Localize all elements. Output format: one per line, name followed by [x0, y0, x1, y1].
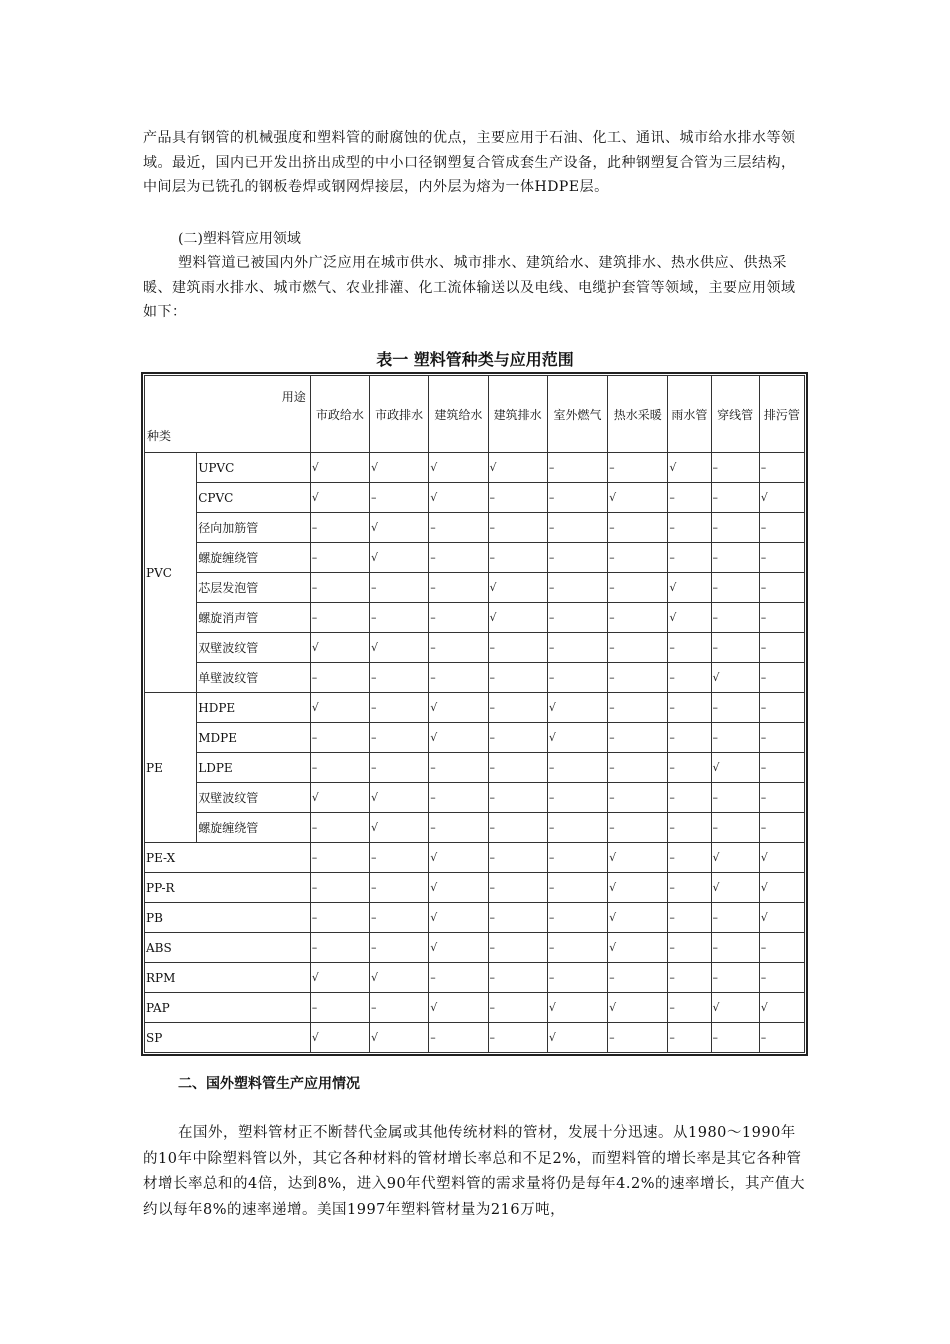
- pipe-type-cell: ABS: [145, 933, 311, 963]
- application-mark-cell: √: [711, 993, 759, 1023]
- application-mark-cell: –: [429, 633, 488, 663]
- application-mark-cell: √: [488, 603, 547, 633]
- pipe-type-cell: MDPE: [197, 723, 311, 753]
- pipe-type-cell: PB: [145, 903, 311, 933]
- application-mark-cell: √: [429, 903, 488, 933]
- application-mark-cell: –: [547, 543, 607, 573]
- application-mark-cell: –: [370, 573, 429, 603]
- application-mark-cell: √: [429, 933, 488, 963]
- application-mark-cell: –: [370, 933, 429, 963]
- paragraph-foreign: 在国外，塑料管材正不断替代金属或其他传统材料的管材，发展十分迅速。从1980～1990年的10年中除塑料管以外，其它各种材料的管材增长率总和不足2%，而塑料管的增长率是其它各种管材增长率总和的4倍，达到8%，进入90年代塑料管的需求量将仍是每年4.2%的速率增长，其产值大约以每年8%的速率递增。美国1997年塑料管材量为216万吨，: [143, 1125, 806, 1218]
- pipe-type-cell: 芯层发泡管: [197, 573, 311, 603]
- pipe-type-cell: 螺旋缠绕管: [197, 813, 311, 843]
- application-mark-cell: √: [608, 993, 668, 1023]
- application-mark-cell: –: [608, 693, 668, 723]
- application-mark-cell: –: [547, 903, 607, 933]
- application-mark-cell: –: [370, 993, 429, 1023]
- table-title: 表一 塑料管种类与应用范围: [376, 350, 574, 369]
- application-mark-cell: –: [310, 993, 369, 1023]
- pipe-type-cell: HDPE: [197, 693, 311, 723]
- section-heading-foreign: 二、国外塑料管生产应用情况: [178, 1076, 360, 1092]
- group-label-cell: PVC: [145, 453, 197, 693]
- pipe-type-cell: PAP: [145, 993, 311, 1023]
- application-mark-cell: –: [711, 723, 759, 753]
- application-mark-cell: –: [608, 573, 668, 603]
- table-row: [145, 633, 805, 663]
- application-mark-cell: –: [668, 903, 711, 933]
- table-row: [145, 753, 805, 783]
- application-mark-cell: √: [547, 693, 607, 723]
- pipe-type-cell: 单壁波纹管: [197, 663, 311, 693]
- application-mark-cell: √: [370, 783, 429, 813]
- application-mark-cell: –: [547, 933, 607, 963]
- application-mark-cell: –: [759, 453, 804, 483]
- application-mark-cell: –: [310, 723, 369, 753]
- application-mark-cell: –: [711, 933, 759, 963]
- application-mark-cell: –: [608, 543, 668, 573]
- table-row: [145, 993, 805, 1023]
- application-mark-cell: √: [711, 843, 759, 873]
- application-mark-cell: √: [547, 723, 607, 753]
- table-row: [145, 453, 805, 483]
- application-mark-cell: √: [608, 843, 668, 873]
- application-mark-cell: √: [370, 963, 429, 993]
- application-mark-cell: –: [488, 633, 547, 663]
- application-mark-cell: –: [310, 543, 369, 573]
- application-mark-cell: –: [711, 783, 759, 813]
- application-mark-cell: –: [668, 993, 711, 1023]
- application-mark-cell: –: [488, 693, 547, 723]
- application-mark-cell: √: [547, 993, 607, 1023]
- application-mark-cell: –: [759, 543, 804, 573]
- application-mark-cell: –: [488, 663, 547, 693]
- application-mark-cell: –: [547, 783, 607, 813]
- application-mark-cell: –: [488, 753, 547, 783]
- application-mark-cell: –: [759, 783, 804, 813]
- application-mark-cell: √: [310, 453, 369, 483]
- corner-use-label: 用途: [281, 390, 306, 404]
- application-mark-cell: √: [429, 693, 488, 723]
- application-mark-cell: –: [711, 453, 759, 483]
- paragraph-intro: 产品具有钢管的机械强度和塑料管的耐腐蚀的优点，主要应用于石油、化工、通讯、城市给水排水等领域。最近，国内已开发出挤出成型的中小口径钢塑复合管成套生产设备，此种钢塑复合管为三层结构，中间层为已铣孔的钢板卷焊或钢网焊接层，内外层为熔为一体HDPE层。: [143, 130, 796, 195]
- column-header: 雨水管: [668, 376, 711, 453]
- application-mark-cell: –: [608, 783, 668, 813]
- application-mark-cell: –: [429, 663, 488, 693]
- application-mark-cell: –: [370, 483, 429, 513]
- table-row: [145, 933, 805, 963]
- application-mark-cell: –: [488, 873, 547, 903]
- application-mark-cell: –: [370, 693, 429, 723]
- application-mark-cell: –: [759, 693, 804, 723]
- application-mark-cell: √: [429, 993, 488, 1023]
- application-mark-cell: √: [759, 903, 804, 933]
- application-mark-cell: –: [759, 633, 804, 663]
- application-mark-cell: √: [711, 663, 759, 693]
- application-mark-cell: –: [370, 753, 429, 783]
- application-mark-cell: –: [711, 963, 759, 993]
- application-mark-cell: –: [668, 783, 711, 813]
- group-label-cell: PE: [145, 693, 197, 843]
- application-mark-cell: –: [547, 573, 607, 603]
- application-mark-cell: –: [310, 873, 369, 903]
- application-mark-cell: –: [668, 843, 711, 873]
- pipe-type-cell: SP: [145, 1023, 311, 1053]
- pipe-type-cell: UPVC: [197, 453, 311, 483]
- application-mark-cell: –: [608, 663, 668, 693]
- application-mark-cell: –: [488, 513, 547, 543]
- application-mark-cell: –: [668, 723, 711, 753]
- application-mark-cell: √: [429, 873, 488, 903]
- application-mark-cell: √: [310, 693, 369, 723]
- application-mark-cell: √: [759, 483, 804, 513]
- application-mark-cell: –: [488, 933, 547, 963]
- application-mark-cell: –: [668, 813, 711, 843]
- application-mark-cell: –: [759, 573, 804, 603]
- table-row: [145, 873, 805, 903]
- column-header: 建筑给水: [429, 376, 488, 453]
- paragraph-application: 塑料管道已被国内外广泛应用在城市供水、城市排水、建筑给水、建筑排水、热水供应、供热采暖、建筑雨水排水、城市燃气、农业排灌、化工流体输送以及电线、电缆护套管等领域，主要应用领域如下：: [143, 255, 796, 320]
- application-mark-cell: –: [370, 843, 429, 873]
- application-mark-cell: –: [711, 543, 759, 573]
- application-mark-cell: √: [608, 933, 668, 963]
- application-mark-cell: –: [310, 903, 369, 933]
- application-mark-cell: –: [608, 633, 668, 663]
- application-mark-cell: √: [608, 483, 668, 513]
- application-mark-cell: –: [370, 663, 429, 693]
- table-row: [145, 783, 805, 813]
- application-mark-cell: –: [488, 963, 547, 993]
- application-mark-cell: –: [668, 633, 711, 663]
- subheading-application: (二)塑料管应用领域: [178, 231, 301, 247]
- pipe-type-cell: RPM: [145, 963, 311, 993]
- application-mark-cell: –: [429, 573, 488, 603]
- application-mark-cell: √: [310, 783, 369, 813]
- application-mark-cell: –: [310, 933, 369, 963]
- table-row: [145, 483, 805, 513]
- table-row: [145, 843, 805, 873]
- application-mark-cell: –: [608, 1023, 668, 1053]
- application-mark-cell: –: [547, 873, 607, 903]
- application-mark-cell: –: [310, 513, 369, 543]
- pipe-type-cell: LDPE: [197, 753, 311, 783]
- application-mark-cell: –: [370, 873, 429, 903]
- application-mark-cell: –: [547, 633, 607, 663]
- application-mark-cell: –: [547, 753, 607, 783]
- application-mark-cell: –: [547, 963, 607, 993]
- application-mark-cell: –: [711, 1023, 759, 1053]
- application-mark-cell: –: [668, 663, 711, 693]
- pipe-type-cell: 径向加筋管: [197, 513, 311, 543]
- column-header: 排污管: [759, 376, 804, 453]
- application-mark-cell: –: [488, 843, 547, 873]
- application-mark-cell: √: [608, 903, 668, 933]
- application-mark-cell: –: [759, 933, 804, 963]
- application-mark-cell: –: [429, 963, 488, 993]
- table-header-row: [145, 376, 805, 453]
- table-row: [145, 573, 805, 603]
- application-mark-cell: –: [429, 753, 488, 783]
- application-mark-cell: –: [668, 693, 711, 723]
- application-mark-cell: √: [310, 1023, 369, 1053]
- pipe-type-cell: 螺旋缠绕管: [197, 543, 311, 573]
- application-mark-cell: √: [429, 453, 488, 483]
- application-mark-cell: –: [668, 933, 711, 963]
- table-corner-cell: [145, 376, 311, 453]
- application-mark-cell: –: [429, 603, 488, 633]
- application-mark-cell: –: [547, 813, 607, 843]
- application-mark-cell: –: [668, 513, 711, 543]
- application-mark-cell: –: [759, 603, 804, 633]
- application-mark-cell: √: [370, 513, 429, 543]
- application-mark-cell: –: [711, 603, 759, 633]
- table-row: [145, 1023, 805, 1053]
- application-mark-cell: –: [310, 813, 369, 843]
- application-mark-cell: –: [711, 903, 759, 933]
- application-mark-cell: –: [668, 753, 711, 783]
- column-header: 热水采暖: [608, 376, 668, 453]
- application-mark-cell: –: [488, 813, 547, 843]
- application-mark-cell: –: [429, 1023, 488, 1053]
- pipe-type-cell: 螺旋消声管: [197, 603, 311, 633]
- application-mark-cell: √: [488, 453, 547, 483]
- application-mark-cell: √: [310, 633, 369, 663]
- application-mark-cell: –: [370, 723, 429, 753]
- application-mark-cell: –: [370, 903, 429, 933]
- application-mark-cell: –: [608, 513, 668, 543]
- application-mark-cell: –: [668, 1023, 711, 1053]
- table-row: [145, 903, 805, 933]
- application-mark-cell: √: [547, 1023, 607, 1053]
- application-mark-cell: –: [488, 543, 547, 573]
- application-mark-cell: –: [608, 723, 668, 753]
- pipe-application-table-frame: [141, 372, 808, 1056]
- application-mark-cell: –: [711, 693, 759, 723]
- application-mark-cell: –: [488, 903, 547, 933]
- application-mark-cell: –: [759, 663, 804, 693]
- application-mark-cell: –: [547, 513, 607, 543]
- application-mark-cell: √: [608, 873, 668, 903]
- application-mark-cell: √: [370, 543, 429, 573]
- application-mark-cell: –: [759, 723, 804, 753]
- application-mark-cell: –: [608, 453, 668, 483]
- application-mark-cell: –: [488, 1023, 547, 1053]
- application-mark-cell: √: [711, 753, 759, 783]
- pipe-type-cell: CPVC: [197, 483, 311, 513]
- application-mark-cell: √: [668, 603, 711, 633]
- application-mark-cell: –: [310, 753, 369, 783]
- application-mark-cell: –: [547, 843, 607, 873]
- application-mark-cell: –: [711, 513, 759, 543]
- application-mark-cell: –: [310, 663, 369, 693]
- application-mark-cell: √: [370, 453, 429, 483]
- application-mark-cell: –: [608, 813, 668, 843]
- application-mark-cell: √: [429, 843, 488, 873]
- application-mark-cell: √: [310, 483, 369, 513]
- application-mark-cell: √: [668, 573, 711, 603]
- table-body: [145, 453, 805, 1053]
- application-mark-cell: –: [547, 483, 607, 513]
- application-mark-cell: √: [488, 573, 547, 603]
- pipe-type-cell: 双壁波纹管: [197, 633, 311, 663]
- table-row: [145, 603, 805, 633]
- application-mark-cell: –: [429, 783, 488, 813]
- application-mark-cell: –: [429, 813, 488, 843]
- application-mark-cell: √: [711, 873, 759, 903]
- application-mark-cell: –: [608, 753, 668, 783]
- application-mark-cell: –: [759, 753, 804, 783]
- application-mark-cell: –: [310, 843, 369, 873]
- application-mark-cell: √: [759, 843, 804, 873]
- pipe-type-cell: PE-X: [145, 843, 311, 873]
- application-mark-cell: –: [608, 603, 668, 633]
- application-mark-cell: –: [711, 633, 759, 663]
- column-header: 室外燃气: [547, 376, 607, 453]
- application-mark-cell: –: [310, 573, 369, 603]
- application-mark-cell: –: [759, 513, 804, 543]
- pipe-type-cell: PP-R: [145, 873, 311, 903]
- application-mark-cell: √: [759, 873, 804, 903]
- application-mark-cell: –: [429, 543, 488, 573]
- application-mark-cell: √: [370, 633, 429, 663]
- application-mark-cell: –: [488, 993, 547, 1023]
- application-mark-cell: –: [429, 513, 488, 543]
- application-mark-cell: √: [370, 1023, 429, 1053]
- application-mark-cell: √: [668, 453, 711, 483]
- table-row: [145, 513, 805, 543]
- application-mark-cell: –: [668, 963, 711, 993]
- table-row: [145, 963, 805, 993]
- application-mark-cell: –: [759, 1023, 804, 1053]
- application-mark-cell: –: [668, 483, 711, 513]
- application-mark-cell: –: [310, 603, 369, 633]
- application-mark-cell: –: [488, 783, 547, 813]
- application-mark-cell: –: [759, 963, 804, 993]
- application-mark-cell: –: [547, 663, 607, 693]
- application-mark-cell: √: [310, 963, 369, 993]
- column-header: 建筑排水: [488, 376, 547, 453]
- application-mark-cell: √: [429, 723, 488, 753]
- application-mark-cell: √: [429, 483, 488, 513]
- application-mark-cell: –: [488, 483, 547, 513]
- application-mark-cell: √: [759, 993, 804, 1023]
- table-row: [145, 723, 805, 753]
- pipe-type-cell: 双壁波纹管: [197, 783, 311, 813]
- table-row: [145, 543, 805, 573]
- pipe-application-table: [144, 375, 805, 1053]
- application-mark-cell: –: [668, 873, 711, 903]
- application-mark-cell: –: [711, 573, 759, 603]
- table-row: [145, 813, 805, 843]
- application-mark-cell: –: [668, 543, 711, 573]
- application-mark-cell: –: [608, 963, 668, 993]
- application-mark-cell: –: [547, 603, 607, 633]
- application-mark-cell: –: [488, 723, 547, 753]
- application-mark-cell: –: [711, 483, 759, 513]
- table-row: [145, 663, 805, 693]
- application-mark-cell: √: [370, 813, 429, 843]
- table-row: [145, 693, 805, 723]
- corner-kind-label: 种类: [147, 429, 172, 443]
- application-mark-cell: –: [547, 453, 607, 483]
- column-header: 穿线管: [711, 376, 759, 453]
- column-header: 市政给水: [310, 376, 369, 453]
- application-mark-cell: –: [711, 813, 759, 843]
- application-mark-cell: –: [759, 813, 804, 843]
- column-header: 市政排水: [370, 376, 429, 453]
- application-mark-cell: –: [370, 603, 429, 633]
